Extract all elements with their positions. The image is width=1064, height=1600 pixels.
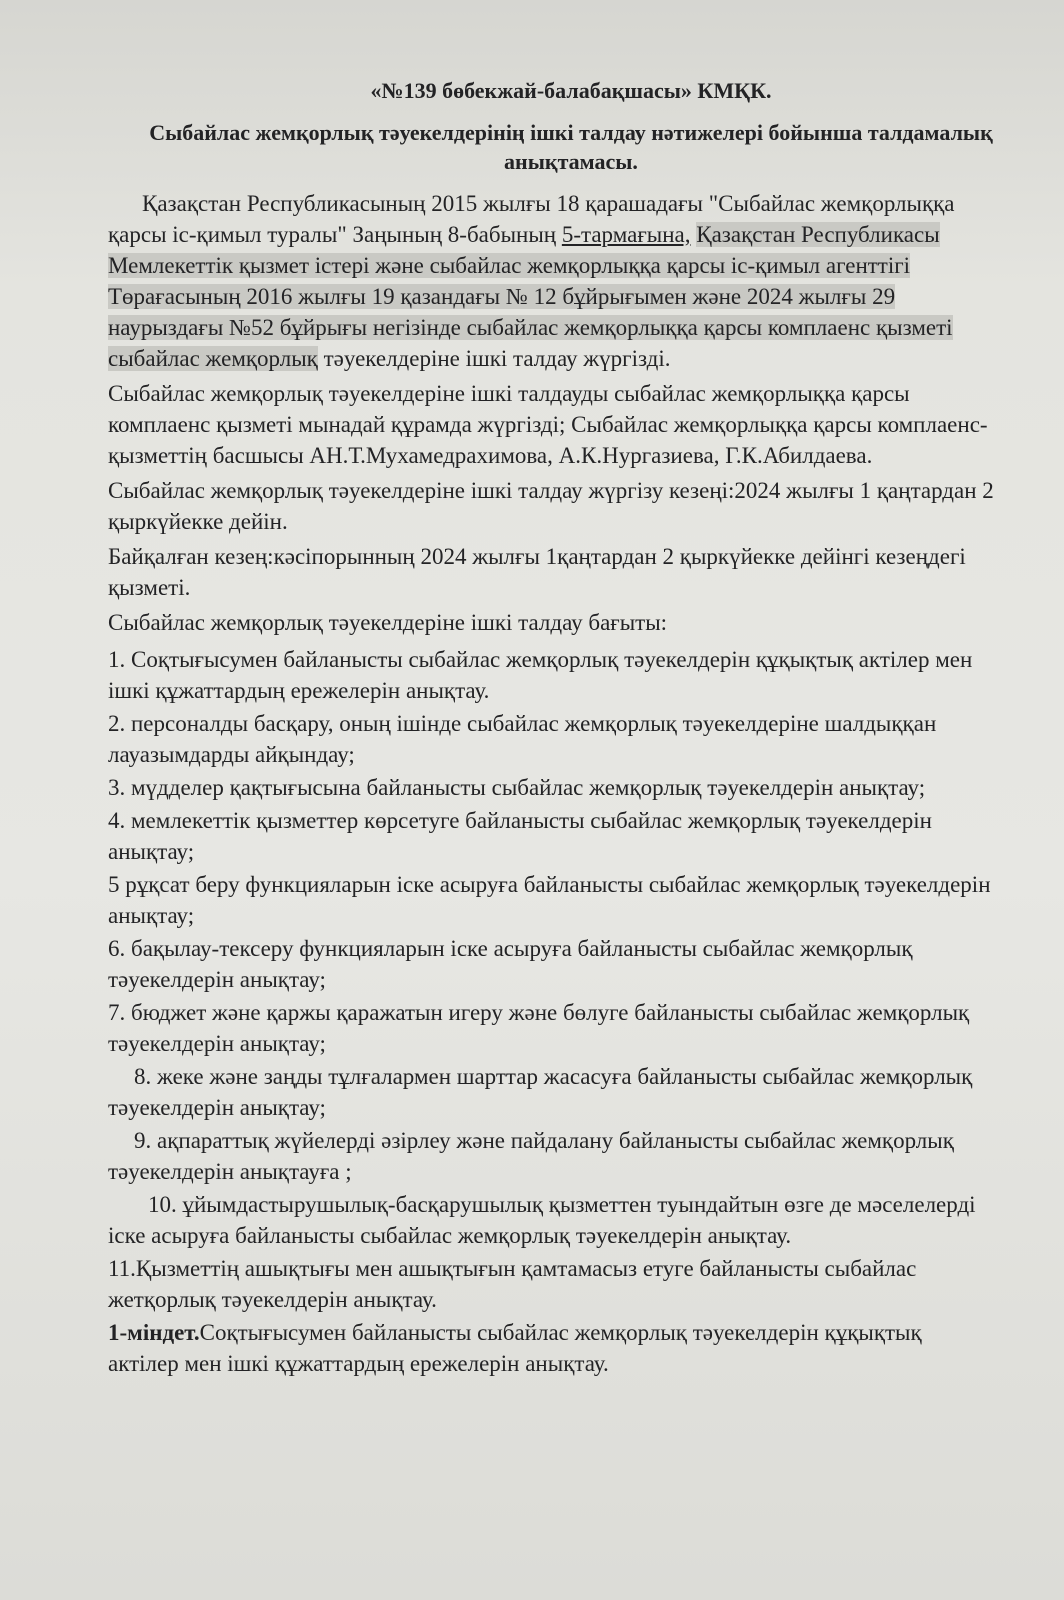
legal-reference-link: 5-тармағына, <box>561 222 691 247</box>
intro-highlighted-text: Қазақстан Республикасы Мемлекеттік қызмет істері және сыбайлас жемқорлыққа қарсы іс-қимыл агенттігі Төрағасының 2016 жылғы 19 қазандағы № 12 бұйрығымен және 2024 жылғы 29 наурыздағы №52 бұйрығы негізінде сыбайлас жемқорлыққа қарсы комплаенс қызметі сыбайлас жемқорлық <box>108 222 953 371</box>
task-1-paragraph <box>108 1317 994 1379</box>
intro-text-part1: Қазақстан Республикасының 2015 жылғы 18 қарашадағы "Сыбайлас жемқорлыққа қарсы іс-қимыл туралы" Заңының 8-бабының <box>108 191 955 247</box>
task-1-label: 1-міндет. <box>108 1320 200 1345</box>
direction-item-1: 1. Соқтығысумен байланысты сыбайлас жемқорлық тәуекелдерін құқықтық актілер мен ішкі құжаттардың ережелерін анықтау. <box>108 647 973 703</box>
direction-item-11: 11.Қызметтің ашықтығы мен ашықтығын қамтамасыз етуге байланысты сыбайлас жетқорлық тәуекелдерін анықтау. <box>108 1256 917 1312</box>
task-1-text: Соқтығысумен байланысты сыбайлас жемқорлық тәуекелдерін құқықтық актілер мен ішкі құжаттардың ережелерін анықтау. <box>108 1320 922 1376</box>
report-title: Сыбайлас жемқорлық тәуекелдерінің ішкі талдау нәтижелері бойынша талдамалық анықтамасы. <box>149 120 993 174</box>
direction-item-5: 5 рұқсат беру функцияларын іске асыруға байланысты сыбайлас жемқорлық тәуекелдерін анықтау; <box>108 872 991 928</box>
direction-item-6: 6. бақылау-тексеру функцияларын іске асыруға байланысты сыбайлас жемқорлық тәуекелдерін анықтау; <box>108 936 913 992</box>
composition-paragraph: Сыбайлас жемқорлық тәуекелдеріне ішкі талдауды сыбайлас жемқорлыққа қарсы комплаенс қызметі мынадай құрамда жүргізді; Сыбайлас жемқорлыққа қарсы комплаенс-қызметтің басшысы АН.Т.Мухамедрахимова, А.К.Нургазиева, Г.К.Абилдаева. <box>108 381 988 468</box>
intro-text-part3: тәуекелдеріне ішкі талдау жүргізді. <box>317 346 671 371</box>
direction-item-7: 7. бюджет және қаржы қаражатын игеру және бөлуге байланысты сыбайлас жемқорлық тәуекелдерін анықтау; <box>108 1000 970 1056</box>
direction-item-8: 8. жеке және заңды тұлғалармен шарттар жасасуға байланысты сыбайлас жемқорлық тәуекелдерін анықтау; <box>108 1064 973 1120</box>
direction-item-4: 4. мемлекеттік қызметтер көрсетуге байланысты сыбайлас жемқорлық тәуекелдерін анықтау; <box>108 808 932 864</box>
analysis-period-paragraph: Сыбайлас жемқорлық тәуекелдеріне ішкі талдау жүргізу кезеңі:2024 жылғы 1 қаңтардан 2 қыркүйекке дейін. <box>108 478 994 534</box>
intro-paragraph <box>108 188 994 374</box>
directions-list <box>108 644 994 1315</box>
direction-item-10: 10. ұйымдастырушылық-басқарушылық қызметтен туындайтын өзге де мәселелерді іске асыруға байланысты сыбайлас жемқорлық тәуекелдерін анықтау. <box>108 1192 976 1248</box>
observed-period-paragraph: Байқалған кезең:кәсіпорынның 2024 жылғы 1қаңтардан 2 қыркүйекке дейінгі кезеңдегі қызметі. <box>108 544 966 600</box>
directions-heading: Сыбайлас жемқорлық тәуекелдеріне ішкі талдау бағыты: <box>108 610 668 635</box>
organization-title: «№139 бөбекжай-балабақшасы» КМҚК. <box>370 78 772 103</box>
direction-item-3: 3. мүдделер қақтығысына байланысты сыбайлас жемқорлық тәуекелдерін анықтау; <box>108 775 926 800</box>
direction-item-9: 9. ақпараттық жүйелерді әзірлеу және пайдалану байланысты сыбайлас жемқорлық тәуекелдерін анықтауға ; <box>108 1128 954 1184</box>
direction-item-2: 2. персоналды басқару, оның ішінде сыбайлас жемқорлық тәуекелдеріне шалдыққан лауазымдарды айқындау; <box>108 711 937 767</box>
